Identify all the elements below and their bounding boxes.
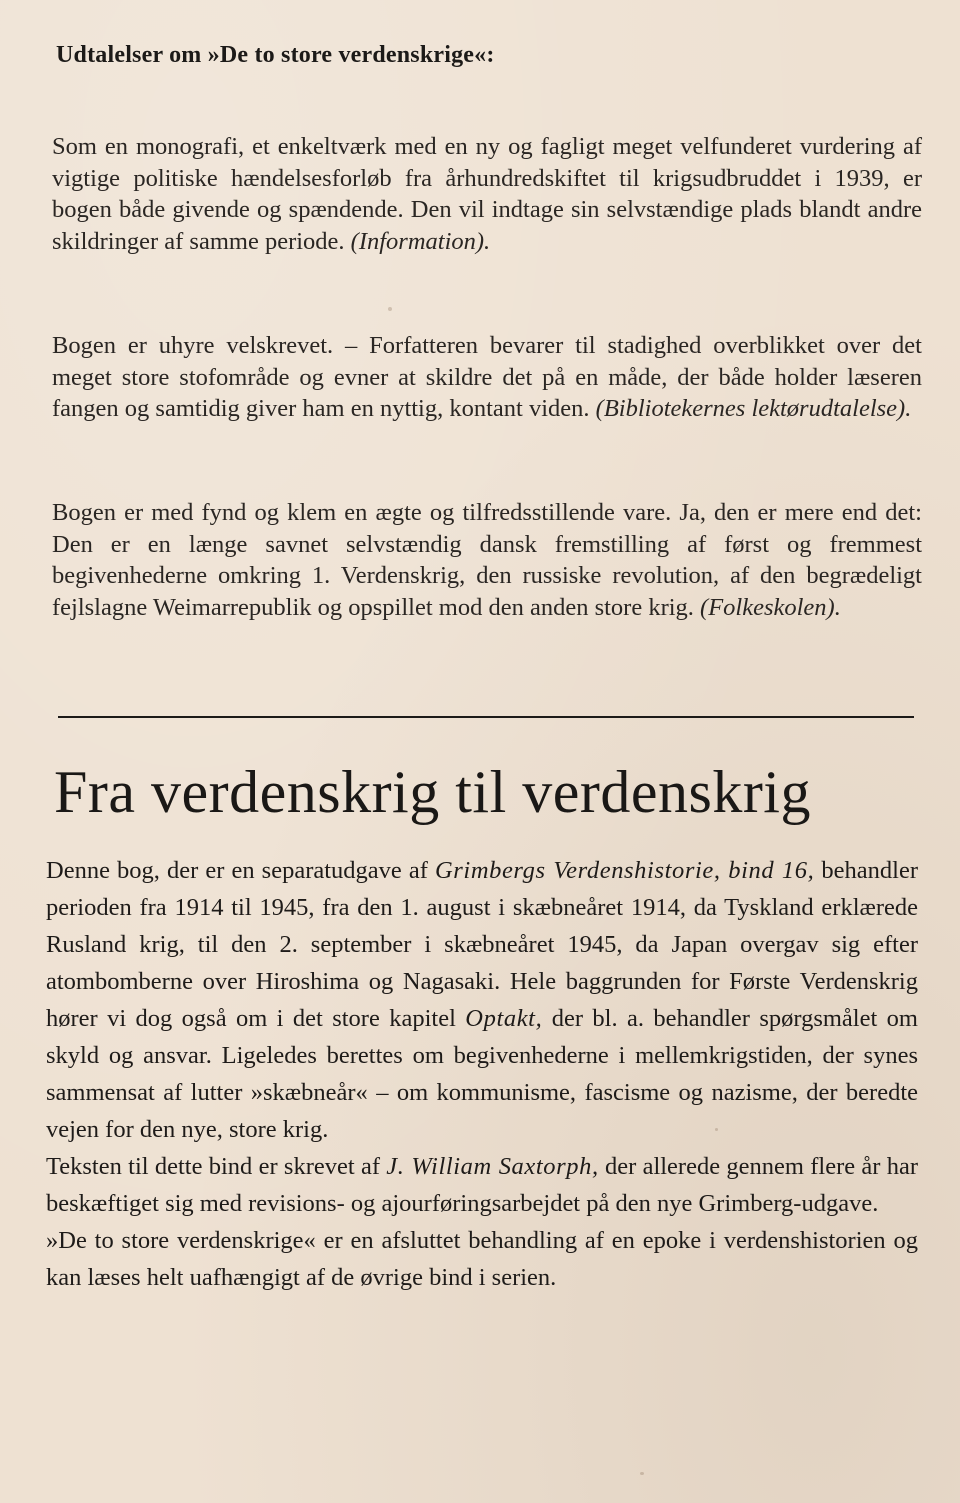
review-text: Bogen er med fynd og klem en ægte og tilfredsstillende vare. Ja, den er mere end det: Den er en længe savnet selvstændig dansk fremstilling af først og fremmest begivenhederne omkring 1. Verdenskrig, den russiske revolution, af den begrædeligt fejlslagne Weimarrepublik og opspillet mod den anden store krig. [52,499,922,621]
description-text: Denne bog, der er en separatudgave af [46,857,435,884]
description-text: Teksten til dette bind er skrevet af [46,1153,387,1180]
section-divider [58,716,914,718]
description-text: der allerede gennem flere år har beskæftiget sig med revisions- og ajourføringsarbejdet på den nye Grimberg-udgave. [46,1153,918,1217]
paper-speck [640,1472,644,1475]
description-italic-title: Grimbergs Verdenshistorie, bind 16, [434,857,815,884]
description-paragraph [46,1148,918,1222]
description-italic-author: J. William Saxtorph, [386,1153,599,1180]
review-source: (Information). [350,227,491,255]
review-source: (Bibliotekernes lektørudtalelse). [595,395,912,422]
book-description [46,852,918,1296]
review-text: Bogen er uhyre velskrevet. – Forfatteren bevarer til stadighed overblikket over det meget store stofområde og evner at skildre det på en måde, der både holder læseren fangen og samtidig giver ham en nyttig, kontant viden. [52,332,922,422]
book-title: Fra verdenskrig til verdenskrig [54,759,811,825]
review-information [52,131,922,257]
description-text: der bl. a. behandler spørgsmålet om skyld og ansvar. Ligeledes berettes om begivenhederne i mellemkrigstiden, der synes sammensat af lutter »skæbneår« – om kommunisme, fascisme og nazisme, der beredte vejen for den nye, store krig. [46,1005,918,1143]
paper-speck [150,1240,153,1242]
description-paragraph [46,852,918,1148]
review-source: (Folkeskolen). [700,593,841,621]
paper-speck [715,1128,718,1131]
description-italic-chapter: Optakt, [465,1005,543,1032]
description-paragraph: »De to store verdenskrige« er en afsluttet behandling af en epoke i verdenshistorien og kan læses helt uafhængigt af de øvrige bind i serien. [46,1227,918,1291]
description-text: behandler perioden fra 1914 til 1945, fra den 1. august i skæbneåret 1914, da Tyskland erklærede Rusland krig, til den 2. september i skæbneåret 1945, da Japan overgav sig efter atombomberne over Hiroshima og Nagasaki. Hele baggrunden for Første Verdenskrig hører vi dog også om i det store kapitel [46,857,918,1032]
review-bibliotekerne [52,330,922,425]
review-folkeskolen [52,497,922,623]
review-text: Som en monografi, et enkeltværk med en ny og fagligt meget velfunderet vurdering af vigtige politiske hændelsesforløb fra århundredskiftet til krigsudbruddet i 1939, er bogen både givende og spændende. Den vil indtage sin selvstændige plads blandt andre skildringer af samme periode. [52,133,922,255]
reviews-heading: Udtalelser om »De to store verdenskrige«: [56,42,495,68]
paper-speck [388,307,392,311]
